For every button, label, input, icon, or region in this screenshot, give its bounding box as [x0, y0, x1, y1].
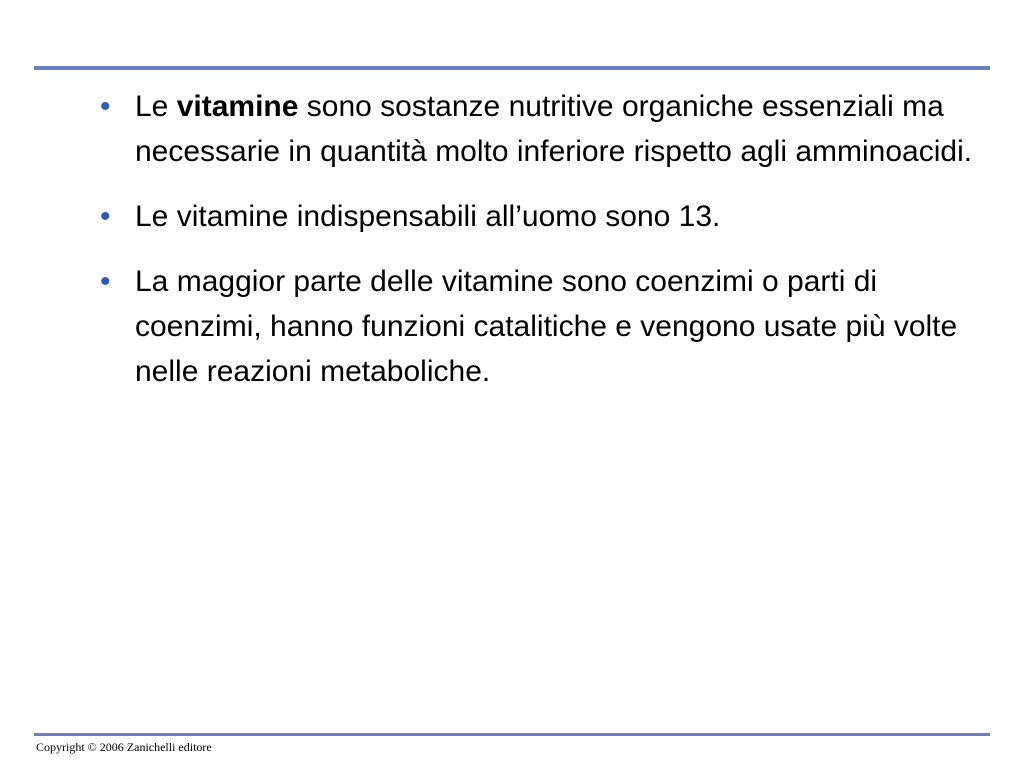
bullet-list	[98, 84, 988, 414]
bottom-divider	[34, 733, 990, 736]
copyright-footer: Copyright © 2006 Zanichelli editore	[36, 740, 212, 754]
bullet-text: La maggior parte delle vitamine sono coenzimi o parti di coenzimi, hanno funzioni catalitiche e vengono usate più volte nelle reazioni metaboliche.	[135, 265, 958, 388]
bullet-item-vitamin-count	[98, 194, 988, 239]
bullet-text-prefix: Le	[135, 90, 177, 123]
bullet-dot-icon: •	[100, 200, 111, 233]
bullet-item-vitamins-definition	[98, 84, 988, 174]
bullet-text-rest: sono sostanze nutritive organiche essenziali ma necessarie in quantità molto inferiore rispetto agli amminoacidi.	[135, 90, 973, 168]
bullet-text-bold-term: vitamine	[176, 90, 299, 123]
bullet-text: Le vitamine indispensabili all’uomo sono 13.	[135, 200, 721, 233]
bullet-dot-icon: •	[100, 90, 111, 123]
top-divider	[34, 66, 990, 70]
bullet-item-coenzymes	[98, 259, 988, 394]
bullet-dot-icon: •	[100, 265, 111, 298]
